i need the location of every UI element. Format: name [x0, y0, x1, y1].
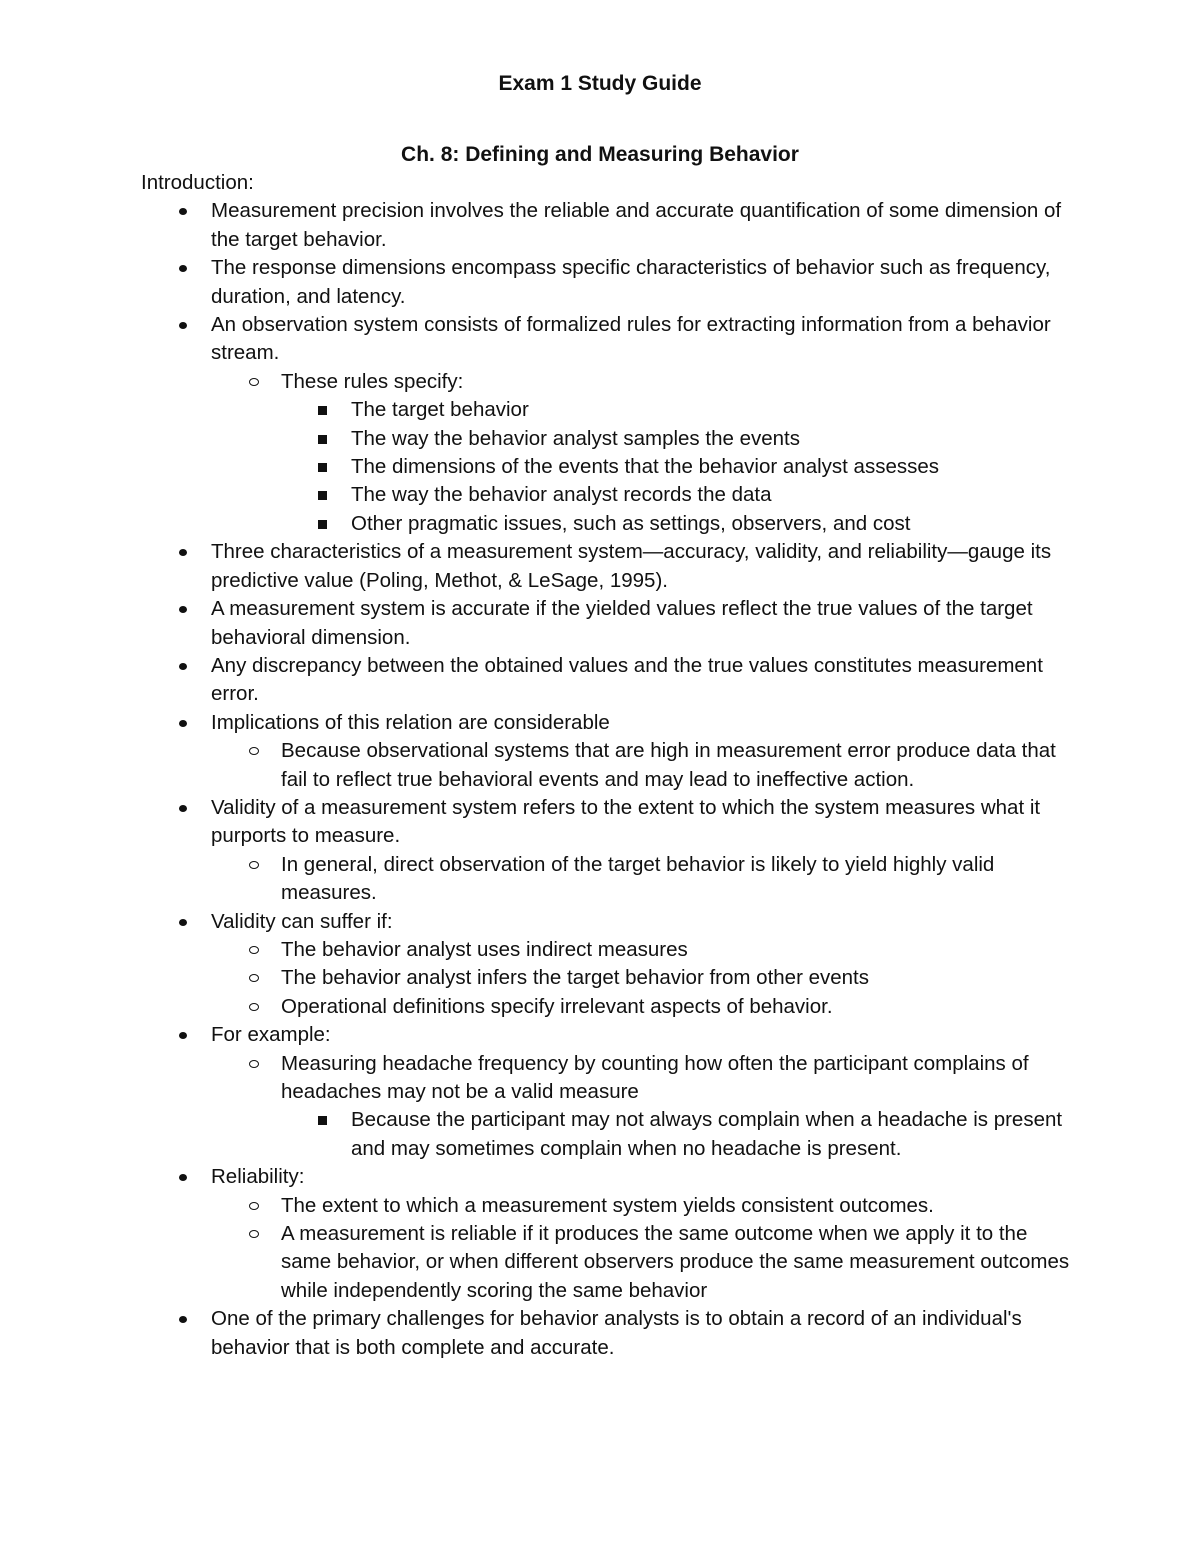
sub-list	[211, 851, 1081, 908]
bullet-disc-icon	[179, 720, 187, 727]
chapter-heading: Ch. 8: Defining and Measuring Behavior	[401, 143, 799, 166]
list-item-text: A measurement system is accurate if the yielded values reflect the true values of the target behavioral dimension.	[211, 597, 1033, 649]
list-item-text: Measurement precision involves the reliable and accurate quantification of some dimension of the target behavior.	[211, 199, 1062, 251]
bullet-disc-icon	[179, 1032, 187, 1039]
list-item-text: The extent to which a measurement system yields consistent outcomes.	[281, 1193, 934, 1217]
bullet-list	[141, 197, 1081, 1362]
list-item-text: These rules specify:	[281, 369, 464, 393]
bullet-circle-icon	[249, 974, 259, 982]
bullet-disc-icon	[179, 606, 187, 613]
list-item-text: Because observational systems that are high in measurement error produce data that fail to reflect true behavioral events and may lead to ineffective action.	[281, 739, 1056, 791]
list-item-text: An observation system consists of formalized rules for extracting information from a behavior stream.	[211, 313, 1051, 365]
sub-list	[281, 396, 1081, 538]
bullet-circle-icon	[249, 946, 259, 954]
bullet-circle-icon	[249, 1202, 259, 1210]
sub-list	[211, 1050, 1081, 1164]
list-item-level-2	[211, 1192, 1081, 1220]
list-item-level-1	[141, 254, 1081, 311]
list-item-level-1	[141, 652, 1081, 709]
list-item-level-1	[141, 311, 1081, 538]
list-item-level-1	[141, 794, 1081, 908]
bullet-circle-icon	[249, 1003, 259, 1011]
bullet-disc-icon	[179, 1174, 187, 1181]
list-item-level-1	[141, 595, 1081, 652]
list-item-level-1	[141, 538, 1081, 595]
list-item-text: The target behavior	[351, 398, 529, 422]
list-item-text: Because the participant may not always complain when a headache is present and may sometimes complain when no headache is present.	[351, 1108, 1063, 1160]
bullet-circle-icon	[249, 378, 259, 386]
list-item-level-2	[211, 936, 1081, 964]
list-item-level-3	[281, 481, 1081, 509]
list-item-level-1	[141, 1305, 1081, 1362]
list-item-text: For example:	[211, 1023, 331, 1047]
list-item-text: The dimensions of the events that the behavior analyst assesses	[351, 455, 940, 479]
list-item-level-3	[281, 396, 1081, 424]
list-item-text: Other pragmatic issues, such as settings, observers, and cost	[351, 511, 911, 535]
list-item-text: Implications of this relation are considerable	[211, 710, 610, 734]
bullet-square-icon	[318, 520, 327, 529]
bullet-circle-icon	[249, 1060, 259, 1068]
bullet-disc-icon	[179, 919, 187, 926]
list-item-text: Three characteristics of a measurement system—accuracy, validity, and reliability—gauge its predictive value (Poling, Methot, & LeSage, 1995).	[211, 540, 1052, 592]
list-item-level-3	[281, 425, 1081, 453]
list-item-level-2	[211, 993, 1081, 1021]
bullet-circle-icon	[249, 1230, 259, 1238]
list-item-text: The way the behavior analyst records the data	[351, 483, 772, 507]
list-item-text: One of the primary challenges for behavior analysts is to obtain a record of an individual's behavior that is both complete and accurate.	[211, 1307, 1022, 1359]
list-item-level-3	[281, 453, 1081, 481]
bullet-disc-icon	[179, 1316, 187, 1323]
list-item-text: In general, direct observation of the target behavior is likely to yield highly valid measures.	[281, 852, 995, 905]
sub-list	[211, 936, 1081, 1021]
sub-list	[211, 368, 1081, 538]
list-item-level-1	[141, 1021, 1081, 1163]
bullet-square-icon	[318, 491, 327, 500]
sub-list	[211, 737, 1081, 794]
list-item-level-1	[141, 1163, 1081, 1305]
list-item-text: Any discrepancy between the obtained values and the true values constitutes measurement error.	[211, 653, 1043, 706]
list-item-text: The behavior analyst uses indirect measures	[281, 937, 688, 961]
bullet-disc-icon	[179, 265, 187, 272]
bullet-disc-icon	[179, 663, 187, 670]
list-item-text: The way the behavior analyst samples the events	[351, 426, 800, 450]
list-item-level-1	[141, 908, 1081, 1022]
list-item-level-2	[211, 964, 1081, 992]
intro-label: Introduction:	[141, 171, 254, 194]
list-item-text: A measurement is reliable if it produces the same outcome when we apply it to the same behavior, or when different observers produce the same measurement outcomes while independently scoring the same behavior	[281, 1222, 1070, 1302]
bullet-square-icon	[318, 406, 327, 415]
bullet-disc-icon	[179, 322, 187, 329]
list-item-level-3	[281, 1106, 1081, 1163]
bullet-disc-icon	[179, 549, 187, 556]
bullet-square-icon	[318, 435, 327, 444]
list-item-text: The response dimensions encompass specific characteristics of behavior such as frequency, duration, and latency.	[211, 256, 1051, 308]
list-item-level-3	[281, 510, 1081, 538]
sub-list	[211, 1192, 1081, 1306]
bullet-square-icon	[318, 1116, 327, 1125]
list-item-text: Operational definitions specify irrelevant aspects of behavior.	[281, 994, 833, 1018]
list-item-text: Reliability:	[211, 1165, 305, 1189]
list-item-text: The behavior analyst infers the target behavior from other events	[281, 966, 869, 990]
list-item-level-2	[211, 368, 1081, 538]
list-item-text: Measuring headache frequency by counting how often the participant complains of headaches may not be a valid measure	[281, 1051, 1029, 1103]
list-item-level-2	[211, 1220, 1081, 1305]
document-title: Exam 1 Study Guide	[498, 72, 702, 95]
sub-list	[281, 1106, 1081, 1163]
list-item-level-1	[141, 709, 1081, 794]
document-body	[141, 169, 1081, 1362]
list-item-text: Validity can suffer if:	[211, 909, 393, 933]
bullet-disc-icon	[179, 208, 187, 215]
list-item-text: Validity of a measurement system refers to the extent to which the system measures what it purports to measure.	[211, 795, 1041, 848]
list-item-level-2	[211, 737, 1081, 794]
list-item-level-2	[211, 851, 1081, 908]
list-item-level-2	[211, 1050, 1081, 1164]
bullet-circle-icon	[249, 747, 259, 755]
bullet-square-icon	[318, 463, 327, 472]
bullet-disc-icon	[179, 805, 187, 812]
list-item-level-1	[141, 197, 1081, 254]
bullet-circle-icon	[249, 861, 259, 869]
